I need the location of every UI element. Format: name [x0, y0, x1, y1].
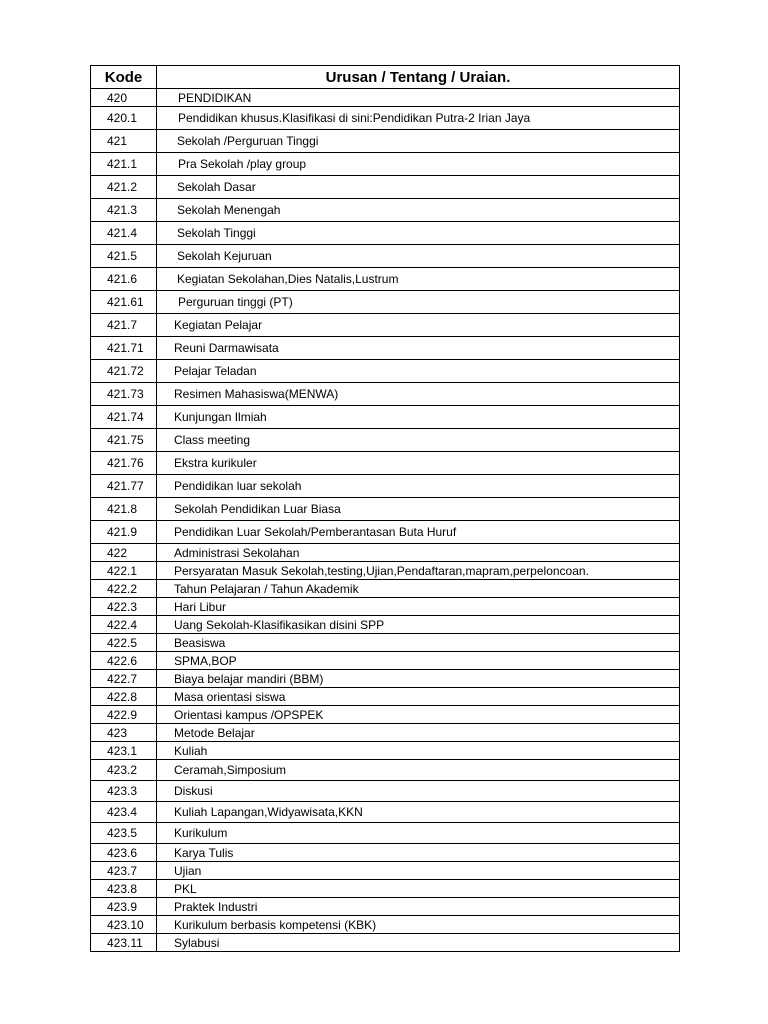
uraian-cell: Metode Belajar [157, 724, 680, 742]
kode-cell: 423.10 [91, 916, 157, 934]
kode-cell: 421.74 [91, 406, 157, 429]
kode-cell: 423.6 [91, 844, 157, 862]
uraian-cell: Sekolah Kejuruan [157, 245, 680, 268]
kode-cell: 420 [91, 89, 157, 107]
uraian-cell: Kegiatan Sekolahan,Dies Natalis,Lustrum [157, 268, 680, 291]
table-row [91, 222, 680, 245]
table-row [91, 176, 680, 199]
table-row [91, 383, 680, 406]
uraian-cell: Sekolah Dasar [157, 176, 680, 199]
table-row [91, 199, 680, 222]
table-row [91, 898, 680, 916]
table-row [91, 562, 680, 580]
table-row [91, 360, 680, 383]
uraian-cell: Sekolah /Perguruan Tinggi [157, 130, 680, 153]
uraian-cell: Sekolah Pendidikan Luar Biasa [157, 498, 680, 521]
kode-cell: 421.75 [91, 429, 157, 452]
uraian-cell: Persyaratan Masuk Sekolah,testing,Ujian,Pendaftaran,mapram,perpeloncoan. [157, 562, 680, 580]
uraian-cell: Pendidikan luar sekolah [157, 475, 680, 498]
kode-cell: 421.9 [91, 521, 157, 544]
uraian-cell: PKL [157, 880, 680, 898]
table-row [91, 916, 680, 934]
uraian-cell: Administrasi Sekolahan [157, 544, 680, 562]
uraian-cell: Ujian [157, 862, 680, 880]
table-row [91, 844, 680, 862]
kode-cell: 421.6 [91, 268, 157, 291]
uraian-cell: PENDIDIKAN [157, 89, 680, 107]
kode-cell: 423.2 [91, 760, 157, 781]
uraian-cell: Kurikulum [157, 823, 680, 844]
kode-cell: 423.3 [91, 781, 157, 802]
uraian-cell: Perguruan tinggi (PT) [157, 291, 680, 314]
kode-cell: 423.9 [91, 898, 157, 916]
kode-cell: 421 [91, 130, 157, 153]
kode-cell: 421.61 [91, 291, 157, 314]
uraian-cell: Masa orientasi siswa [157, 688, 680, 706]
kode-cell: 422.2 [91, 580, 157, 598]
table-row [91, 652, 680, 670]
table-row [91, 429, 680, 452]
kode-cell: 422.9 [91, 706, 157, 724]
table-row [91, 245, 680, 268]
kode-cell: 421.72 [91, 360, 157, 383]
kode-cell: 422.8 [91, 688, 157, 706]
uraian-cell: Orientasi kampus /OPSPEK [157, 706, 680, 724]
table-row [91, 670, 680, 688]
kode-cell: 422 [91, 544, 157, 562]
table-row [91, 544, 680, 562]
kode-cell: 422.1 [91, 562, 157, 580]
table-row [91, 742, 680, 760]
kode-cell: 421.7 [91, 314, 157, 337]
table-row [91, 760, 680, 781]
uraian-cell: Uang Sekolah-Klasifikasikan disini SPP [157, 616, 680, 634]
kode-cell: 422.4 [91, 616, 157, 634]
table-row [91, 107, 680, 130]
table-row [91, 475, 680, 498]
column-header-kode: Kode [91, 66, 157, 89]
uraian-cell: Praktek Industri [157, 898, 680, 916]
uraian-cell: Kunjungan Ilmiah [157, 406, 680, 429]
table-row [91, 880, 680, 898]
uraian-cell: Kuliah Lapangan,Widyawisata,KKN [157, 802, 680, 823]
table-row [91, 153, 680, 176]
kode-cell: 421.2 [91, 176, 157, 199]
header-row [91, 66, 680, 89]
table-row [91, 130, 680, 153]
kode-cell: 423.1 [91, 742, 157, 760]
uraian-cell: Diskusi [157, 781, 680, 802]
kode-cell: 421.76 [91, 452, 157, 475]
kode-cell: 423.4 [91, 802, 157, 823]
kode-cell: 421.5 [91, 245, 157, 268]
column-header-uraian: Urusan / Tentang / Uraian. [157, 66, 680, 89]
table-row [91, 688, 680, 706]
uraian-cell: Hari Libur [157, 598, 680, 616]
uraian-cell: Pendidikan khusus.Klasifikasi di sini:Pendidikan Putra-2 Irian Jaya [157, 107, 680, 130]
table-row [91, 89, 680, 107]
kode-cell: 421.8 [91, 498, 157, 521]
kode-cell: 423 [91, 724, 157, 742]
table-row [91, 781, 680, 802]
table-row [91, 521, 680, 544]
uraian-cell: Sekolah Menengah [157, 199, 680, 222]
uraian-cell: Biaya belajar mandiri (BBM) [157, 670, 680, 688]
kode-cell: 423.7 [91, 862, 157, 880]
table-row [91, 706, 680, 724]
table-row [91, 291, 680, 314]
uraian-cell: Resimen Mahasiswa(MENWA) [157, 383, 680, 406]
uraian-cell: Tahun Pelajaran / Tahun Akademik [157, 580, 680, 598]
table-row [91, 634, 680, 652]
table-row [91, 314, 680, 337]
kode-cell: 421.73 [91, 383, 157, 406]
uraian-cell: Kuliah [157, 742, 680, 760]
kode-cell: 422.5 [91, 634, 157, 652]
table-row [91, 337, 680, 360]
kode-cell: 422.7 [91, 670, 157, 688]
classification-table [90, 65, 680, 952]
kode-cell: 422.3 [91, 598, 157, 616]
uraian-cell: Class meeting [157, 429, 680, 452]
table-row [91, 598, 680, 616]
table-row [91, 616, 680, 634]
uraian-cell: Sylabusi [157, 934, 680, 952]
uraian-cell: Ceramah,Simposium [157, 760, 680, 781]
kode-cell: 421.3 [91, 199, 157, 222]
uraian-cell: Pelajar Teladan [157, 360, 680, 383]
uraian-cell: Ekstra kurikuler [157, 452, 680, 475]
table-row [91, 580, 680, 598]
table-row [91, 823, 680, 844]
kode-cell: 423.8 [91, 880, 157, 898]
table-row [91, 862, 680, 880]
table-row [91, 724, 680, 742]
kode-cell: 423.11 [91, 934, 157, 952]
uraian-cell: Pendidikan Luar Sekolah/Pemberantasan Buta Huruf [157, 521, 680, 544]
uraian-cell: Pra Sekolah /play group [157, 153, 680, 176]
kode-cell: 421.4 [91, 222, 157, 245]
table-row [91, 498, 680, 521]
kode-cell: 421.71 [91, 337, 157, 360]
kode-cell: 421.77 [91, 475, 157, 498]
uraian-cell: Reuni Darmawisata [157, 337, 680, 360]
uraian-cell: Beasiswa [157, 634, 680, 652]
table-row [91, 452, 680, 475]
kode-cell: 420.1 [91, 107, 157, 130]
table-row [91, 268, 680, 291]
table-row [91, 802, 680, 823]
uraian-cell: SPMA,BOP [157, 652, 680, 670]
table-row [91, 406, 680, 429]
uraian-cell: Kegiatan Pelajar [157, 314, 680, 337]
uraian-cell: Kurikulum berbasis kompetensi (KBK) [157, 916, 680, 934]
uraian-cell: Karya Tulis [157, 844, 680, 862]
kode-cell: 422.6 [91, 652, 157, 670]
uraian-cell: Sekolah Tinggi [157, 222, 680, 245]
kode-cell: 421.1 [91, 153, 157, 176]
table-row [91, 934, 680, 952]
kode-cell: 423.5 [91, 823, 157, 844]
